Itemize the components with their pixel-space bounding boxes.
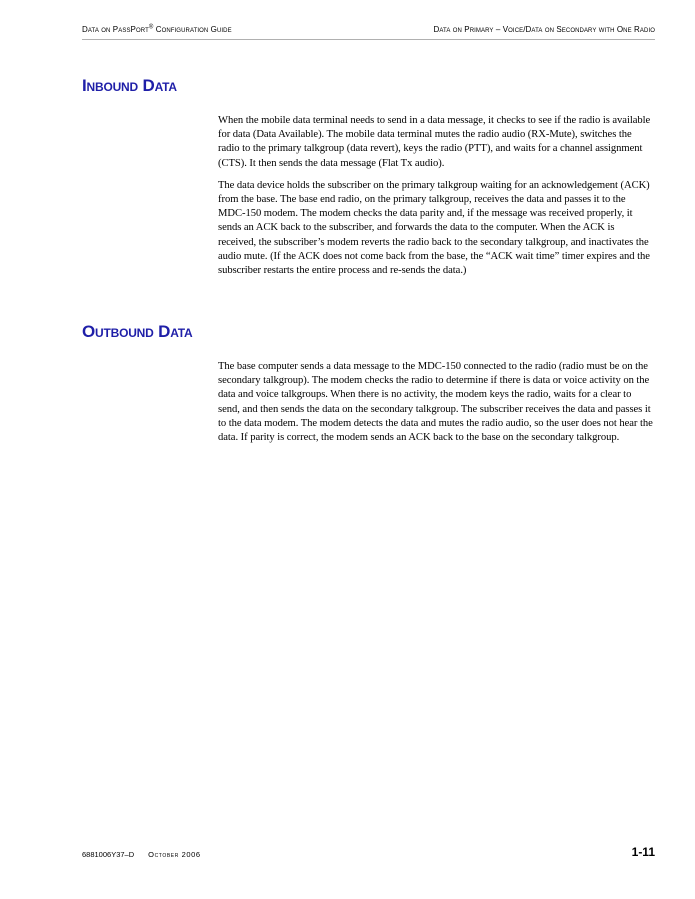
- section-body-inbound-data: [218, 114, 655, 286]
- section-heading-inbound-data: Inbound Data: [82, 76, 177, 95]
- paragraph: The base computer sends a data message to the MDC-150 connected to the radio (radio must be on the secondary talkgroup). The modem checks the radio to determine if there is data or voice activity on the data and voice talkgroups. When there is no activity, the modem keys the radio, waits for a clear to send, and then sends the data on the secondary talkgroup. The subscriber receives the data and passes it to the data modem. The modem detects the data and mutes the radio audio, so the user does not hear the data. If parity is correct, the modem sends an ACK back to the base on the secondary talkgroup.: [218, 361, 653, 444]
- doc-number: 6881006Y37–D: [82, 850, 135, 859]
- doc-date: October 2006: [148, 850, 201, 859]
- header-left-subtitle: Configuration Guide: [153, 25, 232, 34]
- section-body-outbound-data: [218, 360, 655, 453]
- section-heading-outbound-data: Outbound Data: [82, 322, 193, 341]
- running-header-right: Data on Primary – Voice/Data on Secondary with One Radio: [433, 25, 655, 34]
- paragraph: When the mobile data terminal needs to send in a data message, it checks to see if the radio is available for data (Data Available). The mobile data terminal mutes the radio audio (RX-Mute), switches the radio to the primary talkgroup (data revert), keys the radio (PTT), and waits for a channel assignment (CTS). It then sends the data message (Flat Tx audio).: [218, 115, 651, 169]
- paragraph: The data device holds the subscriber on the primary talkgroup waiting for an acknowledgement (ACK) from the base. The base end radio, on the primary talkgroup, receives the data and passes it to the MDC-150 modem. The modem checks the data parity and, if the message was received properly, it sends an ACK back to the subscriber, and forwards the data to the computer. When the ACK is received, the subscriber’s modem reverts the radio back to the secondary talkgroup, and inactivates the audio mute. (If the ACK does not come back from the base, the “ACK wait time” timer expires and the subscriber restarts the entire process and re-sends the data.): [218, 179, 650, 277]
- registered-mark: ®: [148, 24, 154, 31]
- header-left-title: Data on PassPort: [82, 25, 149, 34]
- running-header-left: [82, 25, 232, 34]
- footer-doc-info: [82, 850, 201, 859]
- header-divider: [82, 39, 655, 40]
- page-number: 1-11: [631, 845, 655, 859]
